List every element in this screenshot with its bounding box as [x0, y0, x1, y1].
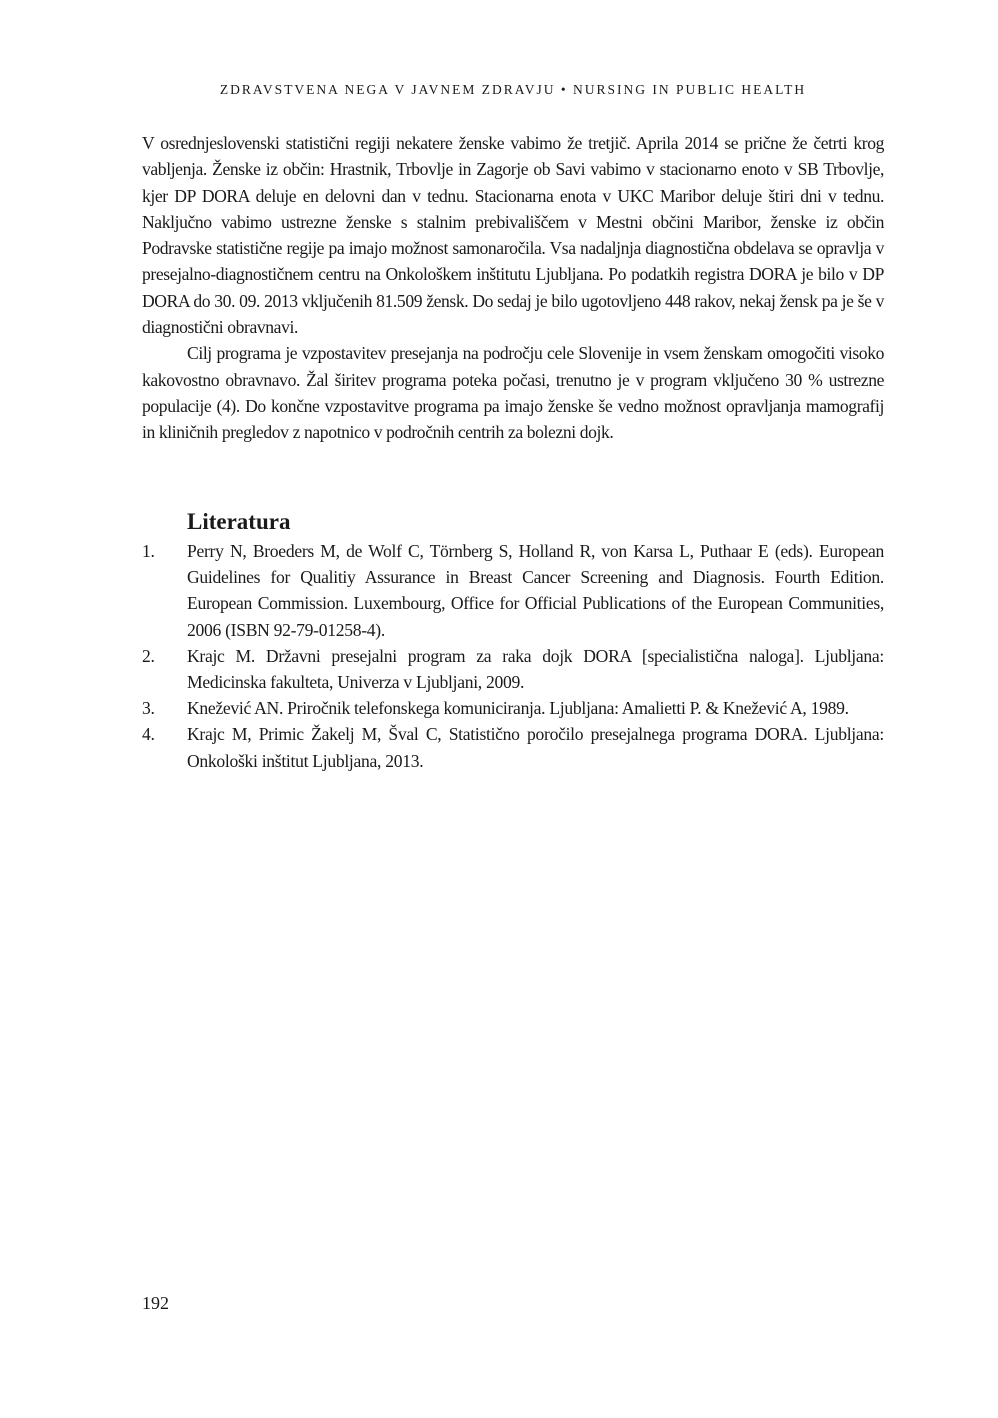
reference-item-1 [142, 538, 884, 643]
reference-number: 1. [142, 541, 155, 561]
reference-text: Knežević AN. Priročnik telefonskega komuniciranja. Ljubljana: Amalietti P. & Knežević A, 1989. [187, 698, 849, 719]
running-header: ZDRAVSTVENA NEGA V JAVNEM ZDRAVJU • NURSING IN PUBLIC HEALTH [219, 82, 807, 97]
reference-number: 3. [142, 698, 155, 719]
reference-number: 2. [142, 645, 155, 666]
reference-text: Krajc M. Državni presejalni program za raka dojk DORA [specialistična naloga]. Ljubljana: Medicinska fakulteta, Univerza v Ljubljani, 2009. [187, 645, 884, 693]
body-paragraph-2: Cilj programa je vzpostavitev presejanja na področju cele Slovenije in vsem ženskam omogočiti visoko kakovostno obravnavo. Žal širitev programa poteka počasi, trenutno je v program vključeno 30 % ustrezne populacije (4). Do končne vzpostavitve programa pa imajo ženske še vedno možnost opravljanja mamografij in kliničnih pregledov z napotnico v področnih centrih za bolezni dojk. [142, 343, 884, 443]
reference-item-4 [142, 721, 884, 773]
reference-item-2 [142, 643, 884, 695]
reference-number: 4. [142, 724, 155, 745]
body-text [142, 130, 884, 446]
reference-item-3 [142, 695, 884, 721]
reference-text: Krajc M, Primic Žakelj M, Šval C, Statistično poročilo presejalnega programa DORA. Ljubljana: Onkološki inštitut Ljubljana, 2013. [187, 724, 884, 771]
reference-text: Perry N, Broeders M, de Wolf C, Törnberg S, Holland R, von Karsa L, Puthaar E (eds). European Guidelines for Qualitiy Assurance in Breast Cancer Screening and Diagnosis. Fourth Edition. European Commission. Luxembourg, Office for Official Publications of the European Communities, 2006 (ISBN 92-79-01258-4). [187, 541, 884, 640]
body-paragraph-1: V osrednjeslovenski statistični regiji nekatere ženske vabimo že tretjič. Aprila 2014 se prične že četrti krog vabljenja. Ženske iz občin: Hrastnik, Trbovlje in Zagorje ob Savi vabimo v stacionarno enoto v SB Trbovlje, kjer DP DORA deluje en delovni dan v tednu. Stacionarna enota v UKC Maribor deluje štiri dni v tednu. Naključno vabimo ustrezne ženske s stalnim prebivališčem v Mestni občini Maribor, ženske iz občin Podravske statistične regije pa imajo možnost samonaročila. Vsa nadaljnja diagnostična obdelava se opravlja v presejalno-diagnostičnem centru na Onkološkem inštitutu Ljubljana. Po podatkih registra DORA je bilo v DP DORA do 30. 09. 2013 vključenih 81.509 žensk. Do sedaj je bilo ugotovljeno 448 rakov, nekaj žensk pa je še v diagnostični obravnavi. [142, 133, 884, 338]
reference-list [142, 538, 884, 774]
references-heading: Literatura [187, 509, 291, 534]
page-number: 192 [142, 1293, 169, 1313]
